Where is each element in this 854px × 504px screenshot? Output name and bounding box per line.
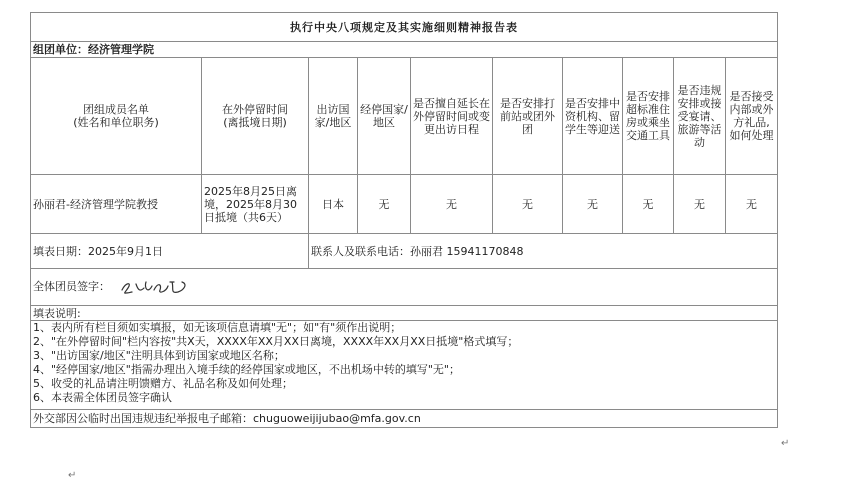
sign-cell — [31, 269, 778, 306]
footer-row — [31, 410, 778, 428]
housing-cell: 无 — [623, 175, 674, 234]
table-row — [31, 175, 778, 234]
paragraph-mark: ↵ — [68, 470, 77, 481]
stay-cell: 2025年8月25日离境，2025年8月30日抵境（共6天） — [202, 175, 309, 234]
notes-row — [31, 321, 778, 410]
transit-cell: 无 — [358, 175, 411, 234]
member-cell: 孙丽君-经济管理学院教授 — [31, 175, 202, 234]
notes-title-row — [31, 306, 778, 321]
info-row — [31, 234, 778, 269]
note-item: 1、表内所有栏目须如实填报，如无该项信息请填"无"；如"有"须作出说明； — [33, 321, 402, 334]
note-item: 3、"出访国家/地区"注明具体到访国家或地区名称； — [33, 349, 285, 362]
banquet-cell: 无 — [674, 175, 726, 234]
note-item: 5、收受的礼品请注明馈赠方、礼品名称及如何处理； — [33, 377, 293, 390]
notes-title: 填表说明: — [31, 306, 778, 321]
header-row — [31, 58, 778, 175]
report-table — [30, 12, 778, 428]
header-housing: 是否安排超标准住房或乘坐交通工具 — [623, 58, 674, 175]
header-gifts: 是否接受内部或外方礼品,如何处理 — [726, 58, 778, 175]
header-advance: 是否安排打前站或团外团 — [493, 58, 563, 175]
gifts-cell: 无 — [726, 175, 778, 234]
welcome-cell: 无 — [563, 175, 623, 234]
header-member: 团组成员名单 (姓名和单位职务) — [31, 58, 202, 175]
note-item: 4、"经停国家/地区"指需办理出入境手续的经停国家或地区，不出机场中转的填写"无"； — [33, 363, 460, 376]
header-banquet: 是否违规安排或接受宴请、旅游等活动 — [674, 58, 726, 175]
paragraph-mark: ↵ — [781, 438, 790, 449]
handwritten-signature — [118, 276, 192, 298]
report-sheet — [30, 12, 777, 428]
header-transit: 经停国家/地区 — [358, 58, 411, 175]
header-country: 出访国家/地区 — [309, 58, 358, 175]
note-item: 6、本表需全体团员签字确认 — [33, 391, 172, 404]
sign-row — [31, 269, 778, 306]
form-title: 执行中央八项规定及其实施细则精神报告表 — [31, 13, 778, 42]
fill-date: 填表日期：2025年9月1日 — [31, 234, 309, 269]
header-stay: 在外停留时间 (离抵境日期) — [202, 58, 309, 175]
notes-cell — [31, 321, 778, 410]
extend-cell: 无 — [411, 175, 493, 234]
org-unit: 组团单位：经济管理学院 — [31, 42, 778, 58]
header-welcome: 是否安排中资机构、留学生等迎送 — [563, 58, 623, 175]
country-cell: 日本 — [309, 175, 358, 234]
report-email: 外交部因公临时出国违规违纪举报电子邮箱：chuguoweijijubao@mfa.gov.cn — [31, 410, 778, 428]
sign-label: 全体团员签字： — [33, 280, 110, 293]
header-extend: 是否擅自延长在外停留时间或变更出访日程 — [411, 58, 493, 175]
advance-cell: 无 — [493, 175, 563, 234]
contact-info: 联系人及联系电话：孙丽君 15941170848 — [309, 234, 778, 269]
note-item: 2、"在外停留时间"栏内容按"共X天，XXXX年XX月XX日离境，XXXX年XX月XX日抵境"格式填写； — [33, 335, 519, 348]
